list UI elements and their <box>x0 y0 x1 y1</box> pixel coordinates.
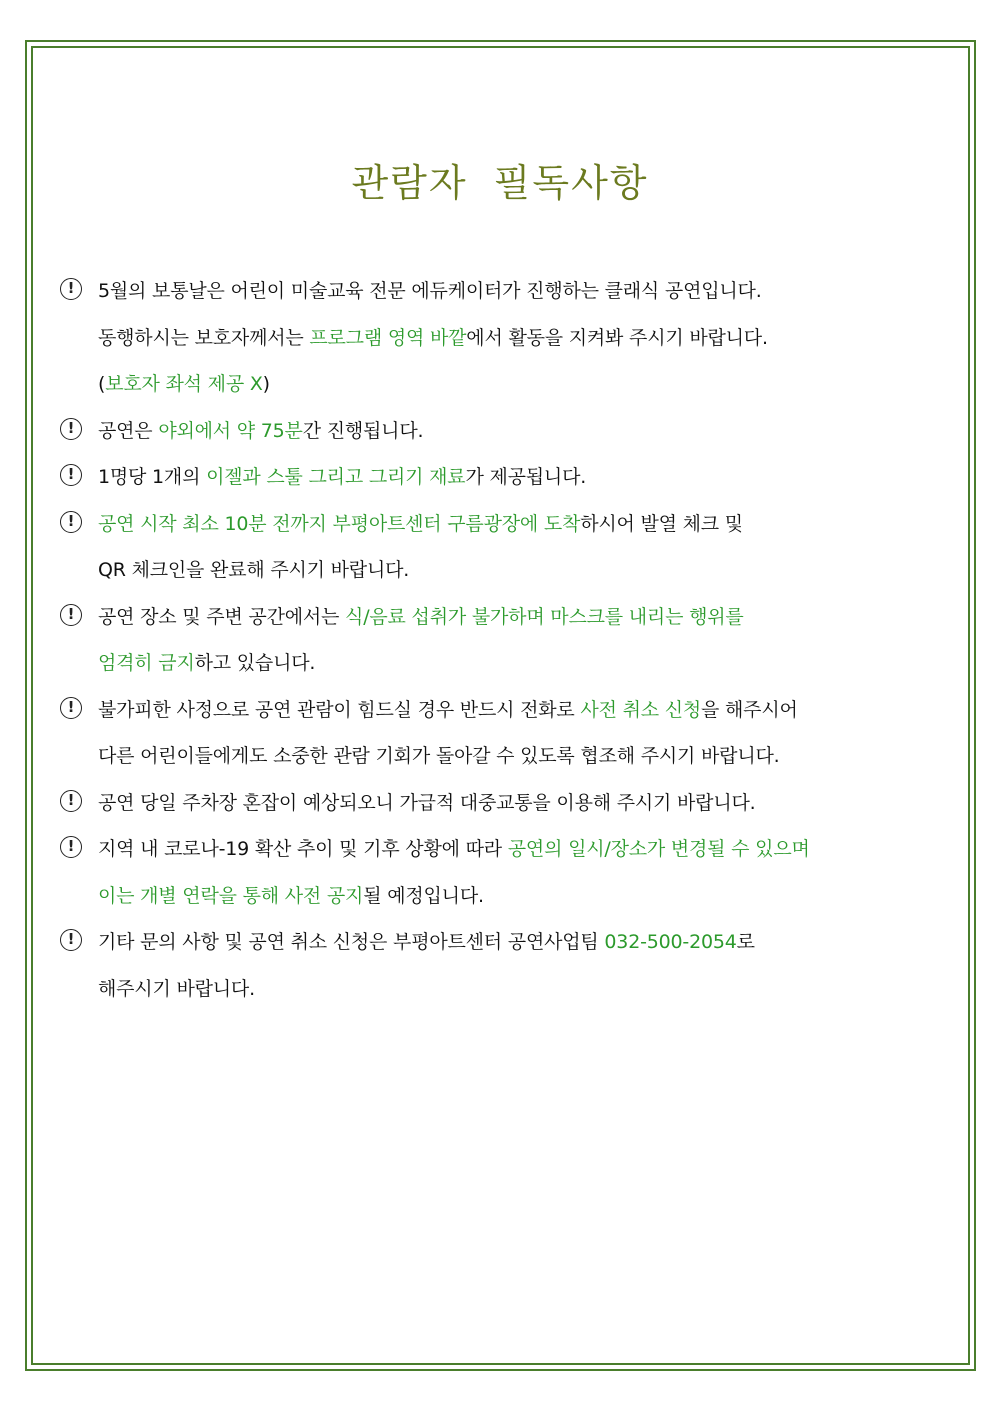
notice-item <box>60 501 940 594</box>
notice-line <box>98 966 940 1013</box>
notice-text: 불가피한 사정으로 공연 관람이 힘드실 경우 반드시 전화로 <box>98 698 581 721</box>
notice-text: 공연은 <box>98 419 159 442</box>
notice-line <box>98 873 940 920</box>
highlighted-text: 이젤과 스툴 그리고 그리기 재료 <box>206 466 466 488</box>
notice-line <box>98 501 940 548</box>
notice-item <box>60 687 940 780</box>
notice-text: 공연 당일 주차장 혼잡이 예상되오니 가급적 대중교통을 이용해 주시기 바랍니다. <box>98 791 756 814</box>
exclamation-circle-icon: ! <box>60 836 82 858</box>
notice-line <box>98 826 940 873</box>
notice-text: 에서 활동을 지켜봐 주시기 바랍니다. <box>466 326 768 349</box>
notice-list <box>60 268 940 1012</box>
notice-text: 기타 문의 사항 및 공연 취소 신청은 부평아트센터 공연사업팀 <box>98 931 605 953</box>
notice-line <box>98 594 940 641</box>
notice-text: 될 예정입니다. <box>363 884 484 907</box>
highlighted-text: 사전 취소 신청 <box>580 698 702 721</box>
notice-text: 가 제공됩니다. <box>465 466 587 488</box>
notice-text: 해주시기 바랍니다. <box>98 977 255 1000</box>
highlighted-text: 식/음료 섭취가 불가하며 마스크를 내리는 행위를 <box>345 605 744 628</box>
highlighted-text: 프로그램 영역 바깥 <box>309 326 467 349</box>
page-title: 관람자 필독사항 <box>351 161 649 205</box>
notice-line <box>98 408 940 455</box>
highlighted-text: 이는 개별 연락을 통해 사전 공지 <box>98 884 364 907</box>
notice-text: 을 해주시어 <box>701 698 798 721</box>
exclamation-circle-icon: ! <box>60 790 82 812</box>
notice-line <box>98 780 940 827</box>
highlighted-text: 엄격히 금지 <box>98 652 195 674</box>
notice-item <box>60 268 940 408</box>
notice-text: ) <box>262 373 270 395</box>
notice-text: 하시어 발열 체크 및 <box>580 512 743 535</box>
notice-text: 공연 장소 및 주변 공간에서는 <box>98 605 346 628</box>
notice-text: 로 <box>736 931 755 953</box>
highlighted-text: 공연 시작 최소 10분 전까지 부평아트센터 구름광장에 도착 <box>98 512 581 535</box>
notice-text: 다른 어린이들에게도 소중한 관람 기회가 돌아갈 수 있도록 협조해 주시기 바랍니다. <box>98 745 780 767</box>
exclamation-circle-icon: ! <box>60 278 82 300</box>
exclamation-circle-icon: ! <box>60 464 82 486</box>
exclamation-circle-icon: ! <box>60 697 82 719</box>
notice-item <box>60 408 940 455</box>
notice-line <box>98 361 940 408</box>
notice-text: 하고 있습니다. <box>194 652 316 674</box>
notice-item <box>60 826 940 919</box>
notice-text: 지역 내 코로나-19 확산 추이 및 기후 상황에 따라 <box>98 838 508 860</box>
notice-text: QR 체크인을 완료해 주시기 바랍니다. <box>98 559 410 581</box>
notice-line <box>98 919 940 966</box>
highlighted-text: 야외에서 약 75분 <box>158 419 303 442</box>
notice-item <box>60 780 940 827</box>
notice-text: 5월의 보통날은 어린이 미술교육 전문 에듀케이터가 진행하는 클래식 공연입니다. <box>98 280 762 302</box>
exclamation-circle-icon: ! <box>60 604 82 626</box>
exclamation-circle-icon: ! <box>60 511 82 533</box>
notice-line <box>98 733 940 780</box>
highlighted-text: 공연의 일시/장소가 변경될 수 있으며 <box>507 838 810 860</box>
notice-line <box>98 268 940 315</box>
notice-text: 간 진행됩니다. <box>302 419 424 442</box>
exclamation-circle-icon: ! <box>60 929 82 951</box>
notice-item <box>60 454 940 501</box>
notice-text: ( <box>98 373 106 395</box>
notice-item <box>60 594 940 687</box>
notice-text: 1명당 1개의 <box>98 466 207 488</box>
exclamation-circle-icon: ! <box>60 418 82 440</box>
notice-line <box>98 547 940 594</box>
notice-line <box>98 640 940 687</box>
notice-line <box>98 454 940 501</box>
notice-text: 동행하시는 보호자께서는 <box>98 326 310 349</box>
highlighted-text: 보호자 좌석 제공 X <box>105 373 263 395</box>
notice-item <box>60 919 940 1012</box>
notice-line <box>98 315 940 362</box>
notice-line <box>98 687 940 734</box>
highlighted-text: 032-500-2054 <box>604 931 737 953</box>
